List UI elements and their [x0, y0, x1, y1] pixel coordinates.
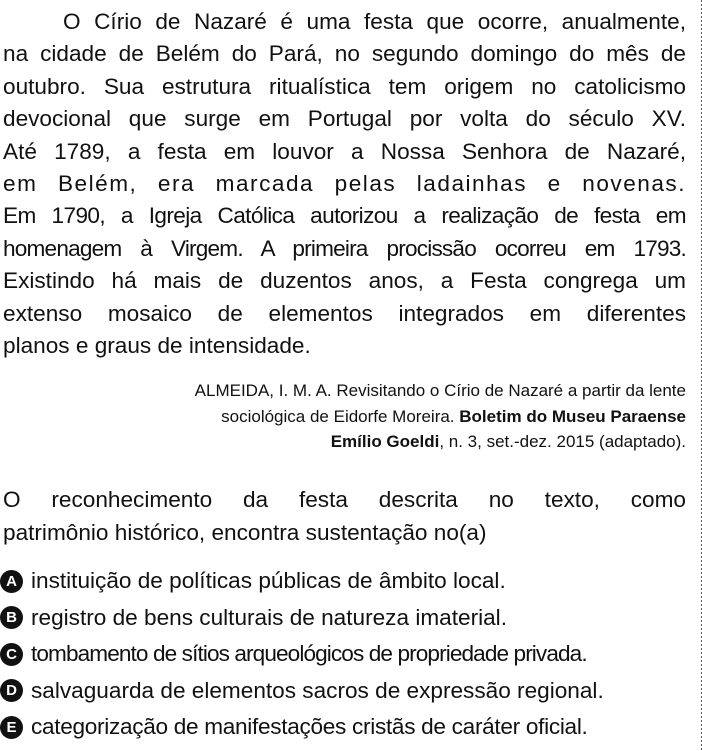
option-letter-badge: C: [0, 643, 23, 666]
option-e[interactable]: [0, 709, 690, 746]
passage-line: outubro. Sua estrutura ritualística tem origem no catolicismo: [3, 73, 686, 99]
citation-journal: Boletim do Museu Paraense: [459, 406, 686, 426]
option-letter-badge: D: [0, 679, 23, 702]
option-d[interactable]: [0, 673, 690, 710]
citation-text: sociológica de Eidorfe Moreira.: [221, 406, 460, 426]
passage-line: homenagem à Virgem. A primeira procissão ocorreu em 1793.: [3, 235, 686, 261]
option-text: registro de bens culturais de natureza imaterial.: [31, 604, 507, 630]
option-text: salvaguarda de elementos sacros de expressão regional.: [31, 677, 604, 703]
option-b[interactable]: [0, 600, 690, 637]
option-a[interactable]: [0, 563, 690, 600]
citation-journal: Emílio Goeldi: [330, 432, 440, 451]
passage-line: Até 1789, a festa em louvor a Nossa Senhora de Nazaré,: [3, 138, 686, 164]
passage-line: Em 1790, a Igreja Católica autorizou a realização de festa em: [3, 203, 686, 229]
question-stem: [3, 483, 686, 549]
option-letter-badge: E: [0, 716, 23, 739]
answer-options: [0, 563, 690, 746]
passage-line: em Belém, era marcada pelas ladainhas e novenas.: [3, 171, 686, 197]
citation-line: ALMEIDA, I. M. A. Revisitando o Círio de Nazaré a partir da lente: [194, 381, 686, 400]
passage-line: planos e graus de intensidade.: [3, 333, 311, 359]
option-text: instituição de políticas públicas de âmbito local.: [31, 568, 506, 594]
passage-line: extenso mosaico de elementos integrados em diferentes: [3, 300, 686, 326]
passage-line: O Círio de Nazaré é uma festa que ocorre, anualmente,: [63, 9, 686, 34]
option-c[interactable]: [0, 636, 690, 673]
option-letter-badge: B: [0, 606, 23, 629]
passage-text: [3, 6, 686, 362]
question-line: O reconhecimento da festa descrita no texto, como: [3, 487, 686, 512]
citation-line: [26, 429, 686, 455]
citation-line: [26, 404, 686, 430]
option-letter-badge: A: [0, 570, 23, 593]
passage-line: Existindo há mais de duzentos anos, a Festa congrega um: [3, 268, 686, 294]
question-line: patrimônio histórico, encontra sustentação no(a): [3, 520, 487, 545]
passage-line: devocional que surge em Portugal por volta do século XV.: [3, 106, 686, 132]
source-citation: [26, 378, 686, 455]
passage-line: na cidade de Belém do Pará, no segundo domingo do mês de: [3, 41, 686, 67]
citation-text: , n. 3, set.-dez. 2015 (adaptado).: [439, 432, 686, 451]
option-text: categorização de manifestações cristãs de caráter oficial.: [31, 714, 588, 740]
option-text: tombamento de sítios arqueológicos de propriedade privada.: [31, 641, 587, 667]
